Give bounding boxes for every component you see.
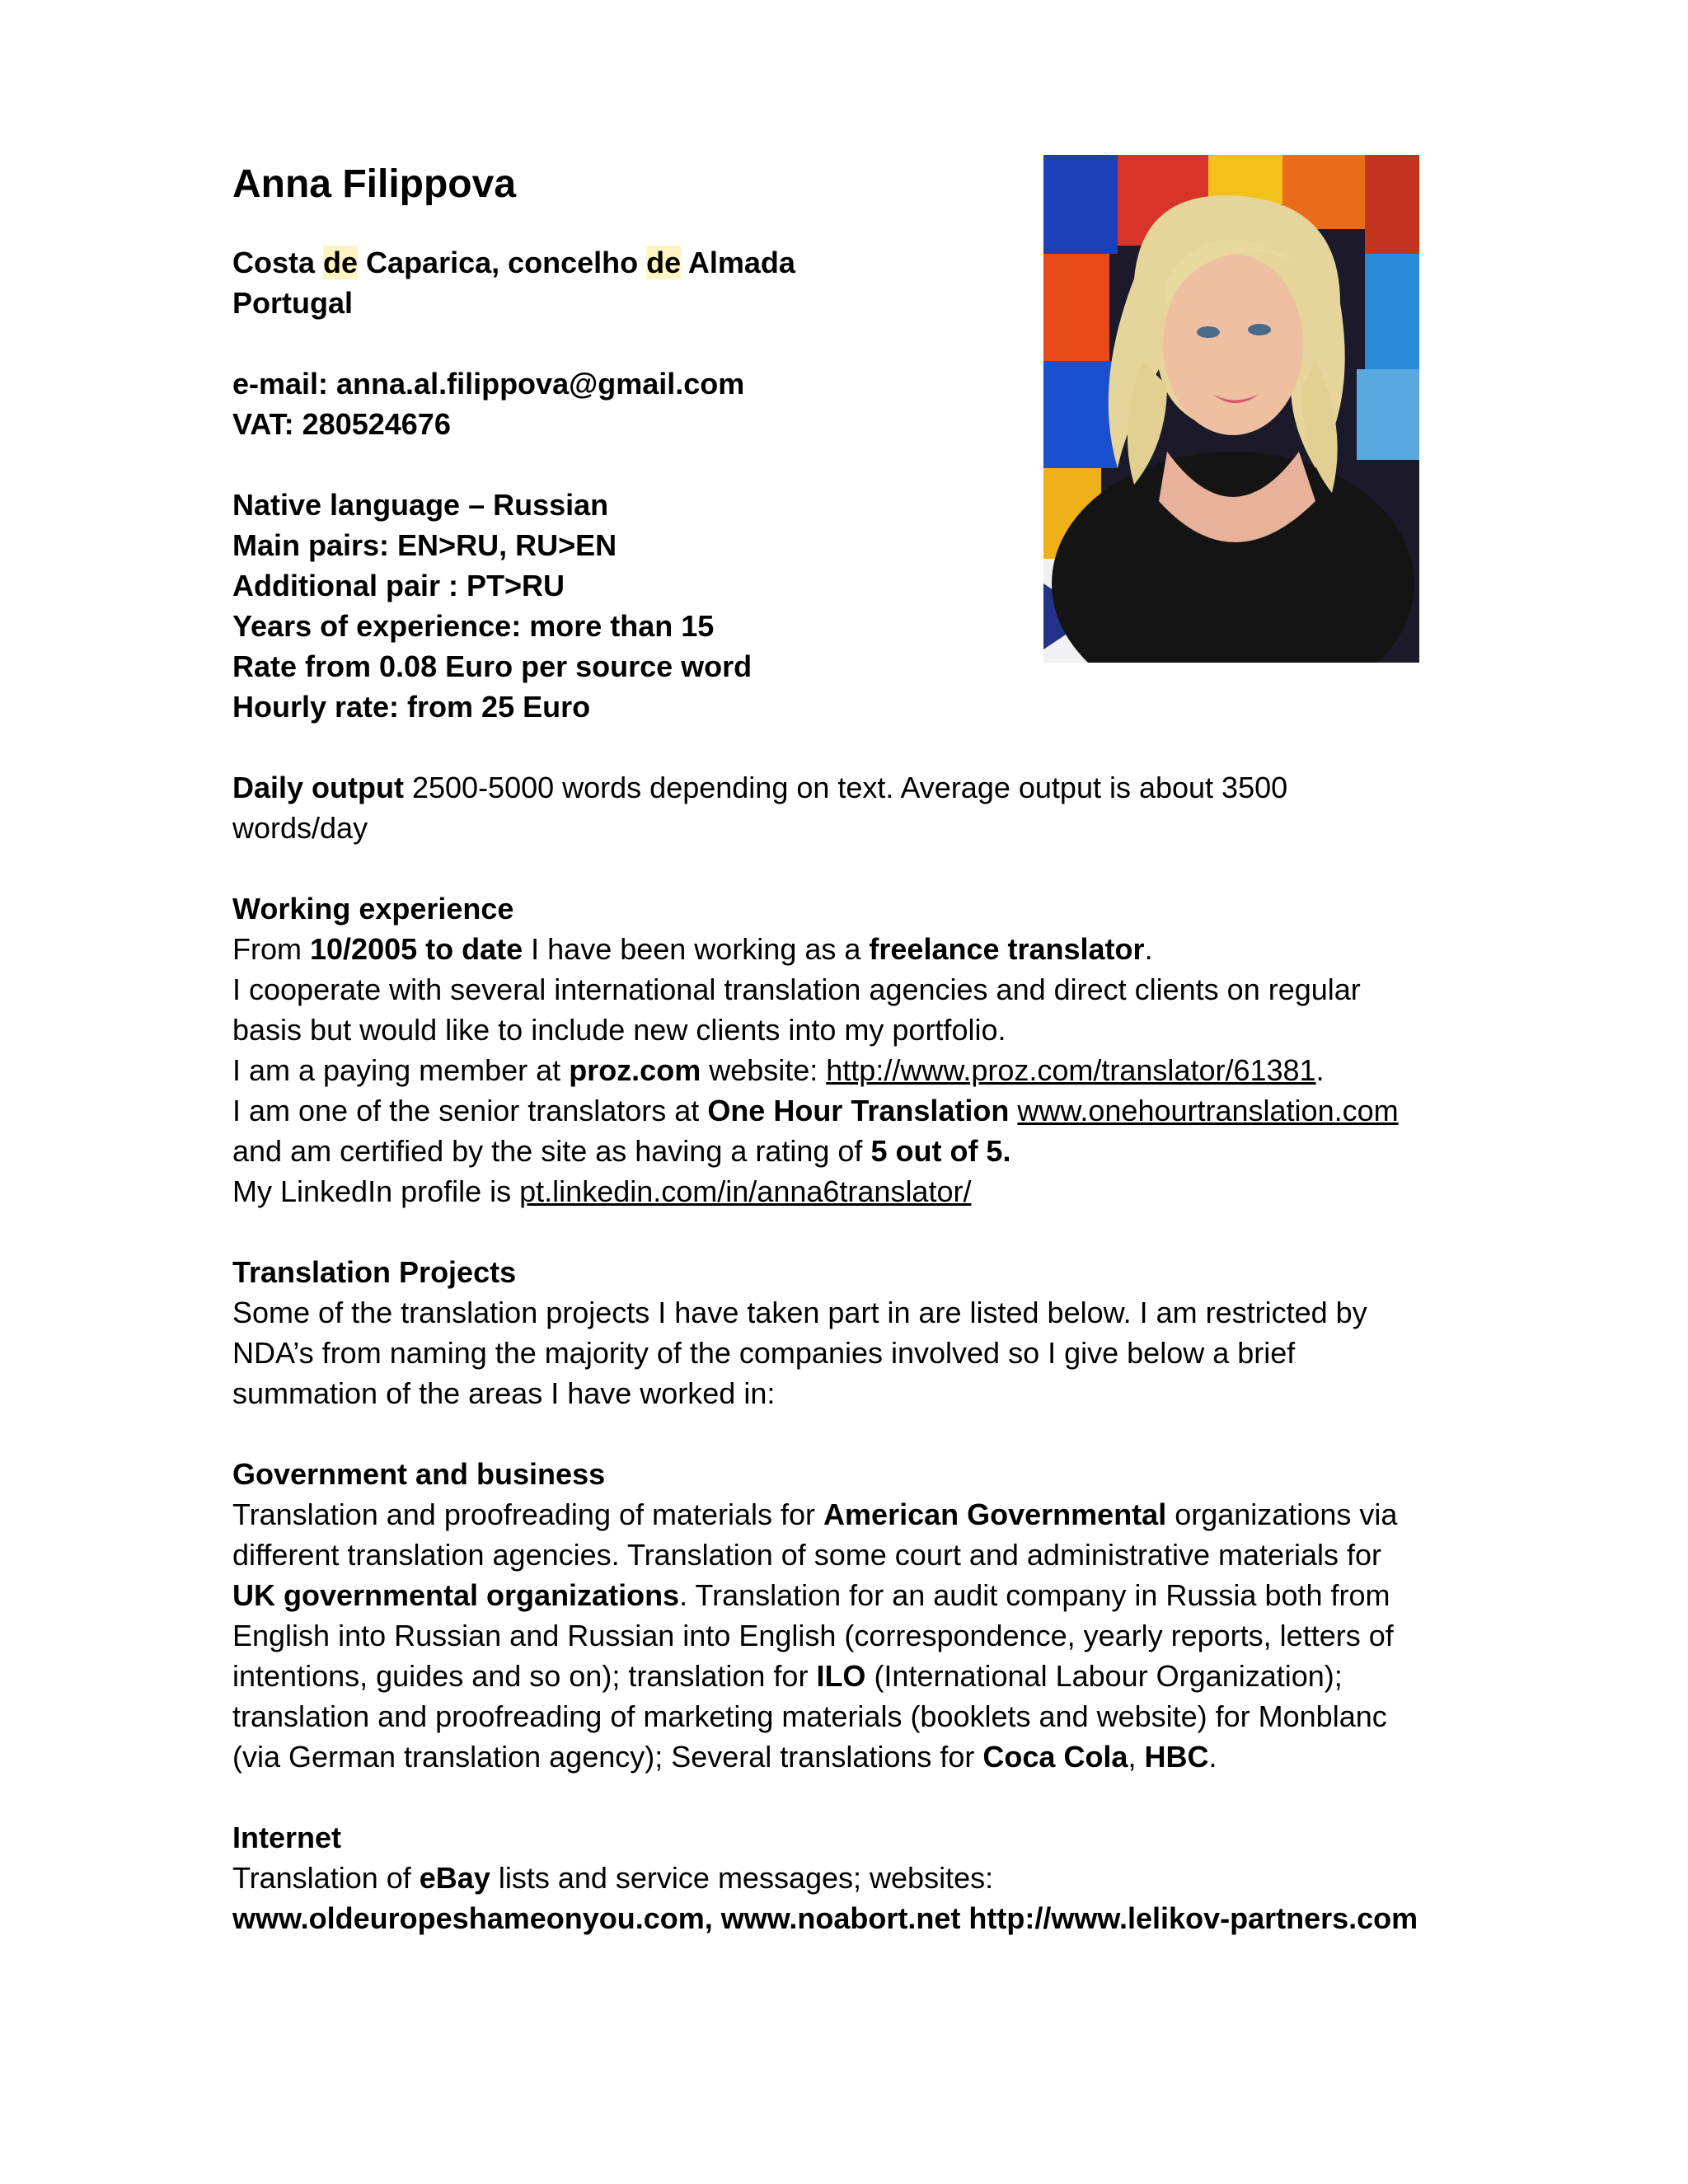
work-line-3: basis but would like to include new clients into my portfolio. <box>232 1013 1006 1047</box>
gov-line-7: (via German translation agency); Several translations for Coca Cola, HBC. <box>232 1740 1217 1774</box>
email-line: e-mail: anna.al.filippova@gmail.com <box>232 367 745 401</box>
work-line-6: and am certified by the site as having a rating of 5 out of 5. <box>232 1134 1011 1168</box>
work-line-5: I am one of the senior translators at One Hour Translation www.onehourtranslation.com <box>232 1094 1399 1127</box>
years-experience: Years of experience: more than 15 <box>232 609 715 643</box>
work-line-1: From 10/2005 to date I have been working as a freelance translator. <box>232 932 1153 966</box>
vat-line: VAT: 280524676 <box>232 407 451 441</box>
work-line-7: My LinkedIn profile is pt.linkedin.com/in/anna6translator/ <box>232 1174 972 1208</box>
gov-line-1: Translation and proofreading of materials for American Governmental organizations via <box>232 1497 1398 1531</box>
onehourtranslation-link[interactable]: www.onehourtranslation.com <box>1017 1094 1399 1127</box>
address-line-2: Portugal <box>232 286 354 320</box>
resume-content <box>232 148 1436 1938</box>
translation-projects-heading: Translation Projects <box>232 1255 517 1289</box>
additional-pair: Additional pair : PT>RU <box>232 569 565 602</box>
daily-output-line: Daily output 2500-5000 words depending on text. Average output is about 3500 <box>232 771 1288 804</box>
internet-heading: Internet <box>232 1821 342 1854</box>
gov-line-4: English into Russian and Russian into English (correspondence, yearly reports, letters of <box>232 1619 1394 1652</box>
work-line-4: I am a paying member at proz.com website: http://www.proz.com/translator/61381. <box>232 1053 1325 1087</box>
gov-line-3: UK governmental organizations. Translation for an audit company in Russia both from <box>232 1578 1390 1612</box>
internet-line-1: Translation of eBay lists and service messages; websites: <box>232 1861 994 1895</box>
gov-line-6: translation and proofreading of marketing materials (booklets and website) for Monblanc <box>232 1699 1387 1733</box>
native-language: Native language – Russian <box>232 488 609 522</box>
work-line-2: I cooperate with several international translation agencies and direct clients on regular <box>232 972 1361 1006</box>
working-experience-heading: Working experience <box>232 892 514 926</box>
hourly-rate: Hourly rate: from 25 Euro <box>232 690 591 724</box>
linkedin-link[interactable]: pt.linkedin.com/in/anna6translator/ <box>519 1174 972 1208</box>
projects-line-3: summation of the areas I have worked in: <box>232 1376 776 1410</box>
main-pairs: Main pairs: EN>RU, RU>EN <box>232 528 617 562</box>
address-line-1: Costa de Caparica, concelho de Almada <box>232 246 795 279</box>
internet-websites-line: www.oldeuropeshameonyou.com, www.noabort.net http://www.lelikov-partners.com <box>232 1901 1418 1935</box>
proz-link[interactable]: http://www.proz.com/translator/61381 <box>826 1053 1316 1087</box>
gov-line-5: intentions, guides and so on); translation for ILO (International Labour Organization); <box>232 1659 1343 1693</box>
projects-line-2: NDA’s from naming the majority of the companies involved so I give below a brief <box>232 1336 1296 1370</box>
gov-line-2: different translation agencies. Translation of some court and administrative materials for <box>232 1538 1382 1572</box>
projects-line-1: Some of the translation projects I have taken part in are listed below. I am restricted by <box>232 1296 1367 1329</box>
daily-output-line-2: words/day <box>232 811 368 845</box>
word-rate: Rate from 0.08 Euro per source word <box>232 649 753 683</box>
person-name: Anna Filippova <box>232 162 517 206</box>
government-heading: Government and business <box>232 1457 606 1491</box>
